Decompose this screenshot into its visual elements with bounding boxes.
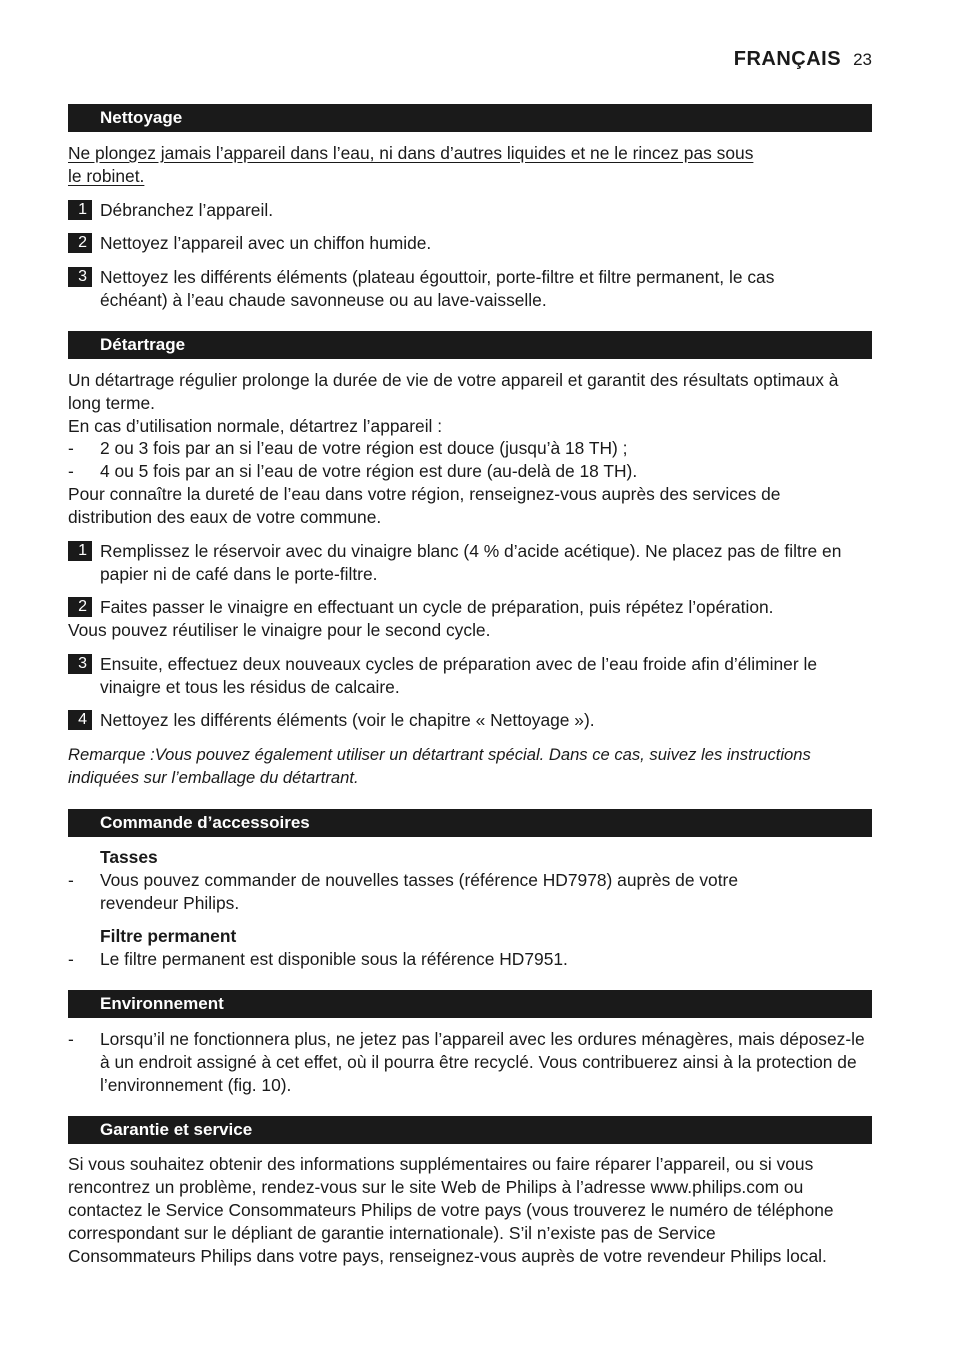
language-label: FRANÇAIS <box>733 48 842 70</box>
step-text: Nettoyez les différents éléments (voir le chapitre « Nettoyage »). <box>100 710 595 730</box>
step-number: 2 <box>68 597 92 617</box>
step-number: 3 <box>68 654 92 674</box>
descaling-step <box>68 653 872 699</box>
environment-text: Lorsqu’il ne fonctionnera plus, ne jetez pas l’appareil avec les ordures ménagères, mais déposez-le à un endroit assigné à cet effet, où il pourra être recyclé. Vous contribuerez ainsi à la protection de l’environnement (fig. 10). <box>100 1029 865 1095</box>
step-number: 1 <box>68 200 92 220</box>
cups-text: Vous pouvez commander de nouvelles tasses (référence HD7978) auprès de votre revendeur Philips. <box>100 870 739 913</box>
section-title-detartrage: Détartrage <box>68 331 872 359</box>
step-number: 4 <box>68 710 92 730</box>
section-title-environnement: Environnement <box>68 990 872 1018</box>
step-text: Ensuite, effectuez deux nouveaux cycles de préparation avec de l’eau froide afin d’éliminer le vinaigre et tous les résidus de calcaire. <box>100 654 817 697</box>
environment-item: - Lorsqu’il ne fonctionnera plus, ne jetez pas l’appareil avec les ordures ménagères, mais déposez-le à un endroit assigné à cet effet, où il pourra être recyclé. Vous contribuerez ainsi à la protection de l’environnement (fig. 10). <box>68 1028 872 1097</box>
page-number: 23 <box>853 50 872 69</box>
cups-heading: Tasses <box>100 847 158 867</box>
cups-item: - Vous pouvez commander de nouvelles tasses (référence HD7978) auprès de votre revendeur Philips. <box>68 869 788 915</box>
cleaning-step <box>68 266 818 312</box>
bullet-text: 4 ou 5 fois par an si l’eau de votre région est dure (au-delà de 18 TH). <box>100 461 638 481</box>
descaling-intro-1: Un détartrage régulier prolonge la durée de vie de votre appareil et garantit des résultats optimaux à long terme. <box>68 370 839 413</box>
step-text: Débranchez l’appareil. <box>100 200 274 220</box>
step-text: Faites passer le vinaigre en effectuant un cycle de préparation, puis répétez l’opération. <box>100 597 774 617</box>
descaling-intro <box>68 369 872 438</box>
descaling-intro-2: En cas d’utilisation normale, détartrez l’appareil : <box>68 416 443 436</box>
descaling-bullet: - 4 ou 5 fois par an si l’eau de votre région est dure (au-delà de 18 TH). <box>68 460 872 483</box>
cleaning-step <box>68 199 872 222</box>
step-text: Remplissez le réservoir avec du vinaigre blanc (4 % d’acide acétique). Ne placez pas de filtre en papier ni de café dans le porte-filtre. <box>100 541 842 584</box>
warranty-text: Si vous souhaitez obtenir des informations supplémentaires ou faire réparer l’appareil, ou si vous rencontrez un problème, rendez-vous sur le site Web de Philips à l’adresse www.philips.com ou contactez le Service Consommateurs Philips de votre pays (vous trouverez le numéro de téléphone correspondant sur le dépliant de garantie internationale). S’il n’existe pas de Service Consommateurs Philips dans votre pays, renseignez-vous auprès de votre revendeur Philips local. <box>68 1154 834 1266</box>
cleaning-warning <box>68 142 794 188</box>
section-title-accessoires: Commande d’accessoires <box>68 809 872 837</box>
step-number: 3 <box>68 267 92 287</box>
descaling-bullet: - 2 ou 3 fois par an si l’eau de votre région est douce (jusqu’à 18 TH) ; <box>68 437 872 460</box>
descaling-step-2-followup: Vous pouvez réutiliser le vinaigre pour le second cycle. <box>68 620 491 640</box>
filter-item: - Le filtre permanent est disponible sous la référence HD7951. <box>68 948 872 971</box>
step-number: 2 <box>68 233 92 253</box>
descaling-intro-3: Pour connaître la dureté de l’eau dans votre région, renseignez-vous auprès des services de distribution des eaux de votre commune. <box>68 484 781 527</box>
page-header <box>734 48 872 71</box>
bullet-text: 2 ou 3 fois par an si l’eau de votre région est douce (jusqu’à 18 TH) ; <box>100 438 628 458</box>
step-number: 1 <box>68 541 92 561</box>
section-title-garantie: Garantie et service <box>68 1116 872 1144</box>
filter-text: Le filtre permanent est disponible sous la référence HD7951. <box>100 949 568 969</box>
descaling-step <box>68 540 872 586</box>
descaling-note: Remarque :Vous pouvez également utiliser un détartrant spécial. Dans ce cas, suivez les instructions indiquées sur l’emballage du détartrant. <box>68 745 811 787</box>
warning-line-2: le robinet. <box>68 166 145 186</box>
section-title-nettoyage: Nettoyage <box>68 104 872 132</box>
cleaning-step <box>68 232 872 255</box>
step-text: Nettoyez les différents éléments (plateau égouttoir, porte-filtre et filtre permanent, le cas échéant) à l’eau chaude savonneuse ou au lave-vaisselle. <box>100 267 775 310</box>
step-text: Nettoyez l’appareil avec un chiffon humide. <box>100 233 432 253</box>
filter-heading: Filtre permanent <box>100 926 237 946</box>
descaling-step <box>68 596 872 619</box>
descaling-step <box>68 709 872 732</box>
warning-line-1: Ne plongez jamais l’appareil dans l’eau, ni dans d’autres liquides et ne le rincez pas sous <box>68 143 754 163</box>
